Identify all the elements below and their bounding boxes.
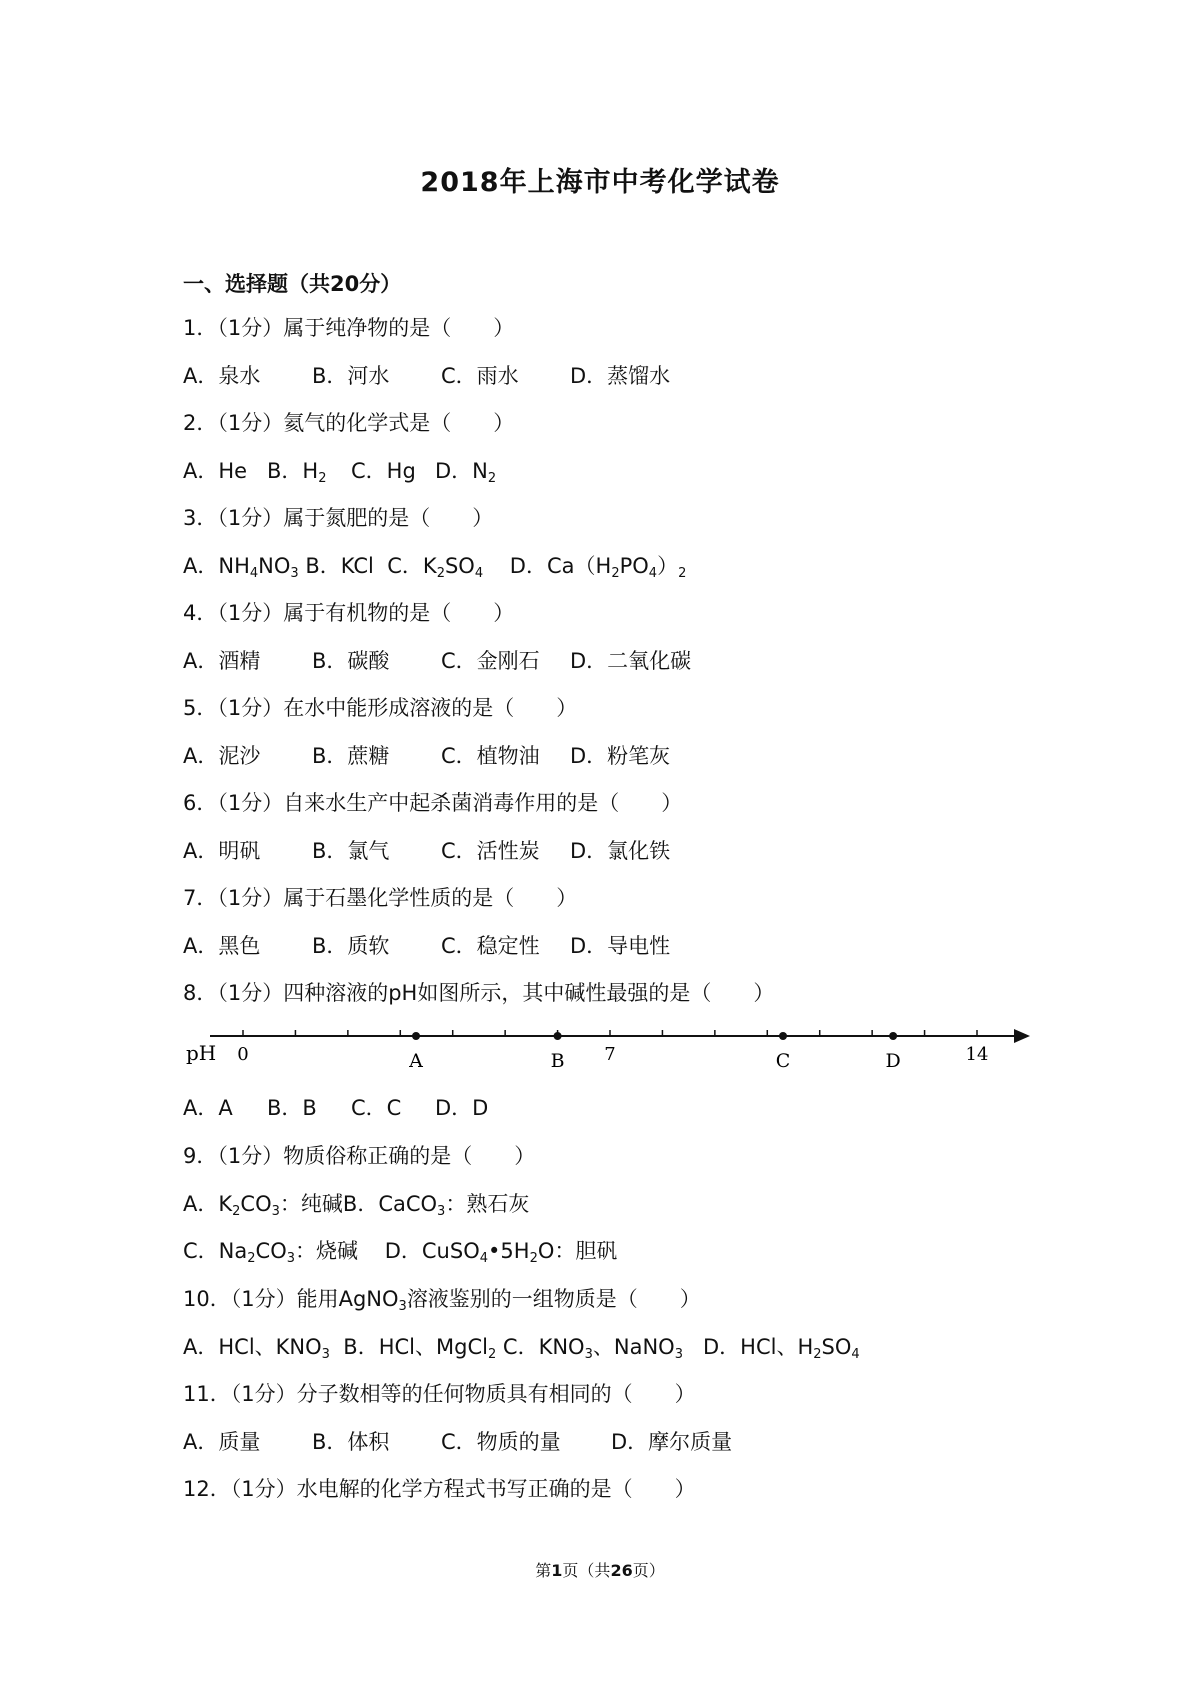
option-c: C．Hg: [351, 459, 416, 483]
option-c: C．雨水: [441, 364, 519, 388]
question-3-stem: 3．（1分）属于氮肥的是（ ）: [183, 506, 494, 530]
option-c: C．物质的量: [441, 1430, 561, 1454]
option-b: B．B: [267, 1096, 317, 1120]
ph-point-label-B: B: [550, 1050, 565, 1072]
question-2-stem: 2．（1分）氦气的化学式是（ ）: [183, 411, 515, 435]
option-d: D．导电性: [570, 934, 671, 958]
option-b: B．$H_2$: [267, 459, 327, 486]
option-b: B．体积: [312, 1430, 390, 1454]
option-d: D．D: [435, 1096, 489, 1120]
option-b: B．质软: [312, 934, 390, 958]
option-a: A．明矾: [183, 839, 261, 863]
question-6-stem: 6．（1分）自来水生产中起杀菌消毒作用的是（ ）: [183, 791, 683, 815]
question-9-stem: 9．（1分）物质俗称正确的是（ ）: [183, 1144, 536, 1168]
option-a: A．He: [183, 459, 248, 483]
option-b: B．河水: [312, 364, 390, 388]
option-d: D．氯化铁: [570, 839, 671, 863]
section-heading: 一、选择题（共20分）: [183, 272, 402, 296]
ph-tick-label-14: 14: [965, 1044, 989, 1065]
option-c: C．活性炭: [441, 839, 540, 863]
ph-point-A: [412, 1032, 420, 1040]
ph-scale-figure: [180, 1020, 1040, 1090]
question-7-options: [183, 933, 670, 959]
option-a: A．黑色: [183, 934, 261, 958]
current-page: 1: [551, 1561, 563, 1580]
ph-point-B: [554, 1032, 562, 1040]
option-a: A．酒精: [183, 649, 261, 673]
option-a: A．泉水: [183, 364, 261, 388]
option-d: D．蒸馏水: [570, 364, 671, 388]
question-10-options: A．HCl、$KNO_3$ B．HCl、MgCl$_2$ C．$KNO_3$、NaNO$_3$ D．HCl、$H_2SO_4$: [183, 1335, 860, 1362]
question-3-options: A．$NH_4NO_3$ B．KCl C．$K_2SO_4$ D．$Ca(H_2PO_4)_2$: [183, 554, 687, 581]
option-b: B．氯气: [312, 839, 390, 863]
question-9-options-cd: C．$Na_2CO_3$：烧碱 D．$CuSO_4•5H_2O$：胆矾: [183, 1239, 618, 1266]
option-b: B．碳酸: [312, 649, 390, 673]
ph-point-D: [889, 1032, 897, 1040]
question-7-stem: 7．（1分）属于石墨化学性质的是（ ）: [183, 886, 578, 910]
option-d: D．$N_2$: [435, 459, 497, 486]
question-11-options: [183, 1429, 732, 1455]
option-c: C．植物油: [441, 744, 540, 768]
question-2-options: [183, 458, 496, 492]
ph-tick-label-0: 0: [237, 1044, 249, 1065]
question-12-stem: 12．（1分）水电解的化学方程式书写正确的是（ ）: [183, 1477, 696, 1501]
option-a: A．质量: [183, 1430, 261, 1454]
question-1-stem: 1．（1分）属于纯净物的是（ ）: [183, 316, 515, 340]
option-a: A．A: [183, 1096, 233, 1120]
question-9-options-ab: A．$K_2CO_3$：纯碱B．CaCO$_3$：熟石灰: [183, 1192, 530, 1219]
question-5-stem: 5．（1分）在水中能形成溶液的是（ ）: [183, 696, 578, 720]
option-a: A．泥沙: [183, 744, 261, 768]
question-11-stem: 11．（1分）分子数相等的任何物质具有相同的（ ）: [183, 1382, 696, 1406]
option-c: C．稳定性: [441, 934, 540, 958]
ph-point-label-C: C: [775, 1050, 791, 1072]
ph-tick-label-7: 7: [604, 1044, 616, 1065]
question-4-stem: 4．（1分）属于有机物的是（ ）: [183, 601, 515, 625]
total-pages: 26: [610, 1561, 633, 1580]
option-c: C．金刚石: [441, 649, 540, 673]
option-b: B．蔗糖: [312, 744, 390, 768]
option-d: D．二氧化碳: [570, 649, 692, 673]
ph-points: [408, 1032, 901, 1072]
question-8-stem: 8．（1分）四种溶液的pH如图所示，其中碱性最强的是（ ）: [183, 981, 775, 1005]
ph-axis-label: pH: [186, 1041, 217, 1065]
option-d: D．粉笔灰: [570, 744, 671, 768]
question-5-options: [183, 743, 670, 769]
question-8-options: [183, 1095, 488, 1121]
ph-axis-arrow: [1014, 1029, 1030, 1043]
ph-point-label-D: D: [885, 1050, 901, 1072]
option-c: C．C: [351, 1096, 402, 1120]
question-1-options: [183, 363, 670, 389]
ph-point-label-A: A: [409, 1050, 423, 1072]
question-10-stem: 10．（1分）能用AgNO$_3$溶液鉴别的一组物质是（ ）: [183, 1287, 701, 1314]
question-6-options: [183, 838, 670, 864]
option-d: D．摩尔质量: [611, 1430, 733, 1454]
exam-title: 2018年上海市中考化学试卷: [420, 167, 780, 198]
page-footer: 第1页（共26页）: [535, 1561, 665, 1580]
ph-point-C: [779, 1032, 787, 1040]
question-4-options: [183, 648, 691, 674]
